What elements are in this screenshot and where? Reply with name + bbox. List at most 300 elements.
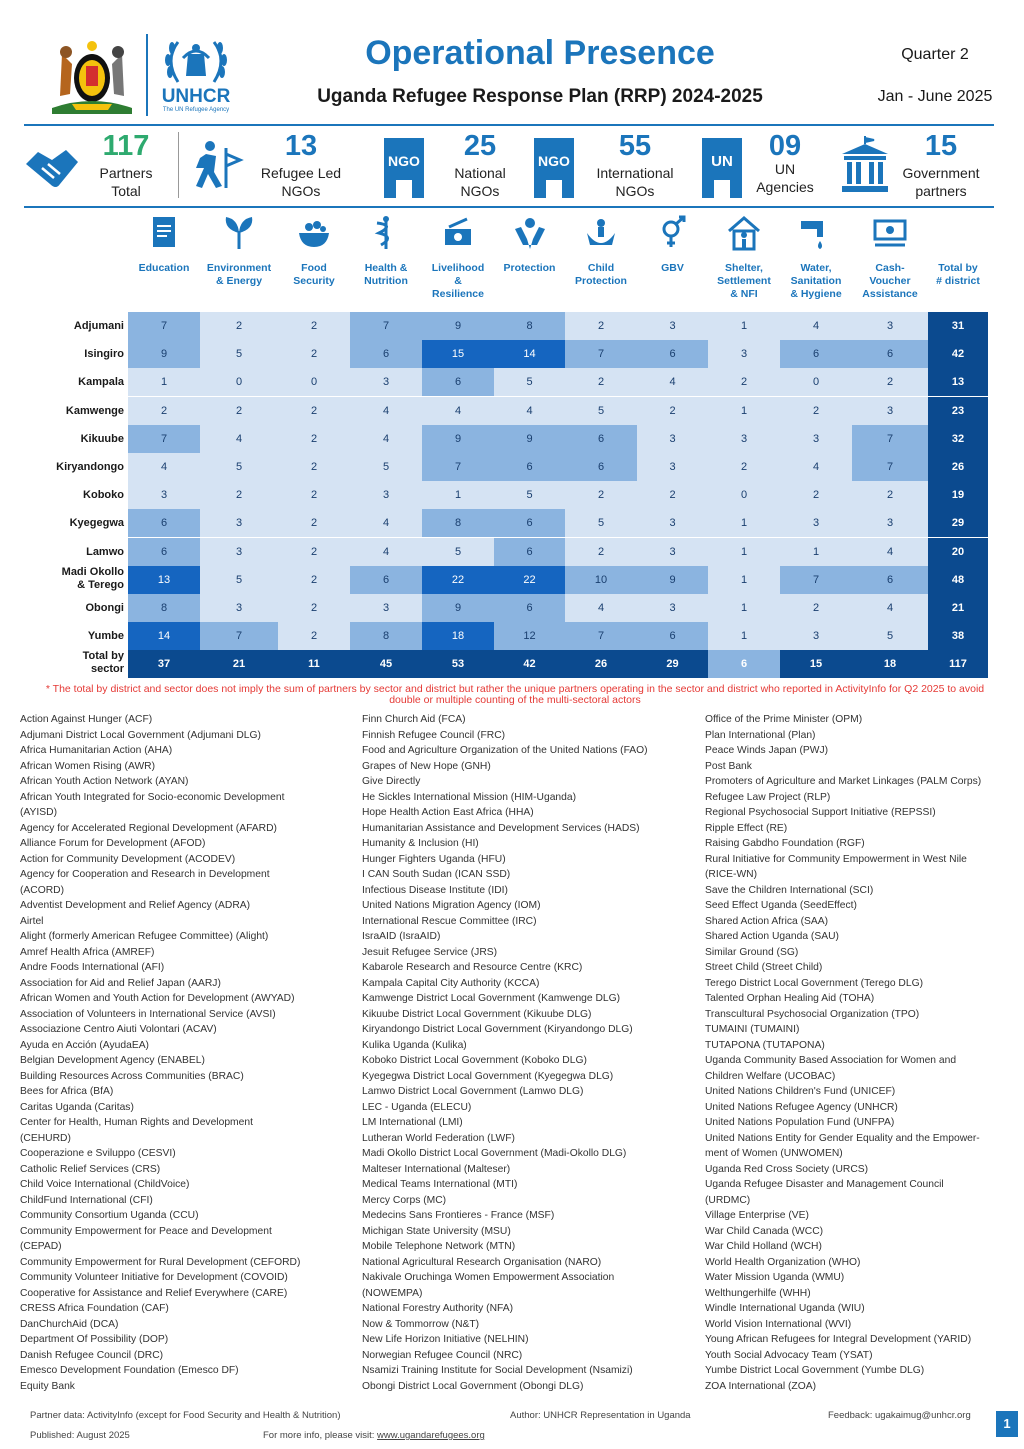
- stat-label: NGOs: [281, 183, 321, 199]
- table-cell: 7: [852, 453, 928, 481]
- partner-list-item: War Child Canada (WCC): [705, 1225, 824, 1237]
- partner-list-item: Young African Refugees for Integral Development (YARID): [705, 1334, 972, 1345]
- table-cell: 10: [565, 566, 637, 594]
- partner-list-item: Catholic Relief Services (CRS): [20, 1163, 161, 1175]
- sector-label: [200, 262, 278, 288]
- table-cell: 2: [278, 312, 350, 340]
- table-cell: 4: [780, 453, 852, 481]
- partner-list-column-1: [20, 712, 355, 1394]
- table-cell: 2: [565, 538, 637, 566]
- district-name-line: sector: [90, 663, 124, 676]
- partner-list-item: Uganda Refugee Disaster and Management Council: [705, 1179, 944, 1190]
- table-cell: 6: [565, 425, 637, 453]
- table-cell: 2: [278, 453, 350, 481]
- table-cell: 2: [278, 340, 350, 368]
- partner-list-item: Kyegegwa District Local Government (Kyegegwa DLG): [362, 1070, 614, 1082]
- partner-list-item: Village Enterprise (VE): [705, 1210, 809, 1221]
- table-cell: 2: [200, 397, 278, 425]
- partner-list-item: LEC - Uganda (ELECU): [362, 1101, 472, 1113]
- table-cell: 6: [565, 453, 637, 481]
- partner-list-item: Building Resources Across Communities (BRAC): [20, 1070, 244, 1082]
- partner-list-item: Koboko District Local Government (Koboko DLG): [362, 1055, 587, 1066]
- partner-list-item: Cooperative for Assistance and Relief Everywhere (CARE): [20, 1287, 288, 1299]
- partner-list-item: Windle International Uganda (WIU): [705, 1303, 865, 1314]
- partner-list-item: Shared Action Africa (SAA): [705, 915, 829, 927]
- partner-list-item: Association of Volunteers in International Service (AVSI): [20, 1008, 276, 1020]
- partner-list-item: Hunger Fighters Uganda (HFU): [362, 853, 506, 865]
- table-cell: 4: [128, 453, 200, 481]
- partner-list-item: Department Of Possibility (DOP): [20, 1334, 169, 1345]
- partner-list-item: Community Consortium Uganda (CCU): [20, 1210, 199, 1221]
- table-cell: 21: [200, 650, 278, 678]
- refugee-walking-icon: [186, 138, 246, 198]
- partner-list-item: Ayuda en Acción (AyudaEA): [20, 1039, 149, 1051]
- table-cell: 3: [637, 312, 708, 340]
- partner-list-item: TUTAPONA (TUTAPONA): [705, 1039, 825, 1051]
- sector-header-9: [780, 210, 852, 310]
- table-cell: 1: [708, 538, 780, 566]
- table-cell: 2: [637, 481, 708, 509]
- sector-label-line: Education: [138, 262, 190, 274]
- table-cell: 15: [780, 650, 852, 678]
- table-cell: 2: [278, 509, 350, 537]
- table-cell: 2: [128, 397, 200, 425]
- table-cell: 1: [708, 397, 780, 425]
- sector-label-line: Shelter,: [725, 262, 763, 274]
- table-cell: 3: [350, 594, 422, 622]
- table-cell: 5: [565, 397, 637, 425]
- ngo-building-icon: [530, 138, 578, 198]
- partner-list-item: Humanitarian Assistance and Development Services (HADS): [362, 822, 640, 834]
- table-cell: 2: [200, 312, 278, 340]
- table-cell: 18: [852, 650, 928, 678]
- sector-label-line: Cash-: [875, 262, 905, 274]
- footer-more-info-label: For more info, please visit:: [263, 1430, 375, 1441]
- partner-list-item: Street Child (Street Child): [705, 962, 823, 973]
- partner-list-item: Community Empowerment for Rural Development (CEFORD): [20, 1256, 301, 1268]
- footer-published: Published: August 2025: [30, 1430, 130, 1441]
- partner-list-item: Water Mission Uganda (WMU): [705, 1272, 845, 1283]
- table-cell: 7: [350, 312, 422, 340]
- partner-list-item: TUMAINI (TUMAINI): [705, 1024, 800, 1035]
- table-footnote: * The total by district and sector does not imply the sum of partners by sector and district but rather the unique partners operating in the sector and district who reported in ActivityInfo for Q2 2025 to avoid double or multiple counting of the multi-sectoral actors: [45, 683, 985, 706]
- partner-list-item: Associazione Centro Aiuti Volontari (ACAV): [20, 1024, 217, 1035]
- sector-label-line: Health &: [364, 262, 408, 274]
- table-cell: 9: [637, 566, 708, 594]
- table-cell: 8: [128, 594, 200, 622]
- table-cell: 15: [422, 340, 494, 368]
- partner-list-item: Child Voice International (ChildVoice): [20, 1179, 190, 1190]
- table-cell: 4: [350, 425, 422, 453]
- table-cell: 22: [494, 566, 565, 594]
- table-cell: 0: [708, 481, 780, 509]
- partner-list-item: I CAN South Sudan (ICAN SSD): [362, 869, 511, 880]
- partner-list-item: African Women Rising (AWR): [20, 760, 156, 772]
- sector-label-line: GBV: [661, 262, 684, 274]
- partner-list-item: Regional Psychosocial Support Initiative (REPSSI): [705, 807, 936, 818]
- partner-list-item: Yumbe District Local Government (Yumbe DLG): [705, 1365, 925, 1376]
- sector-label: [928, 262, 988, 288]
- sector-label-line: & Hygiene: [790, 288, 842, 300]
- partner-list-item: Youth Social Advocacy Team (YSAT): [705, 1349, 873, 1361]
- partner-list-item: New Life Horizon Initiative (NELHIN): [362, 1334, 529, 1345]
- partner-list-item: Promoters of Agriculture and Market Linkages (PALM Corps): [705, 776, 982, 787]
- partner-list-item: Kulika Uganda (Kulika): [362, 1039, 467, 1051]
- table-cell: 3: [852, 397, 928, 425]
- district-name-line: & Terego: [77, 578, 124, 591]
- table-cell: 26: [565, 650, 637, 678]
- partner-list-item: Raising Gabdho Foundation (RGF): [705, 838, 865, 849]
- table-cell: 6: [637, 340, 708, 368]
- district-name-line: Yumbe: [87, 630, 124, 643]
- child-protection-icon: [584, 210, 618, 256]
- partner-list-item: Children Welfare (UCOBAC): [705, 1070, 836, 1082]
- partner-list-item: Community Empowerment for Peace and Development: [20, 1225, 272, 1237]
- table-cell: 2: [708, 453, 780, 481]
- table-cell: 3: [637, 425, 708, 453]
- partner-list-item: Nsamizi Training Institute for Social Development (Nsamizi): [362, 1365, 633, 1376]
- partner-list-item: Agency for Cooperation and Research in Development: [20, 869, 270, 880]
- table-cell: 3: [780, 425, 852, 453]
- partner-list-item: Similar Ground (SG): [705, 946, 799, 958]
- partner-list-item: Kampala Capital City Authority (KCCA): [362, 977, 540, 989]
- table-cell: 6: [494, 453, 565, 481]
- sector-label-line: Environment: [206, 262, 272, 274]
- partner-list-item: Save the Children International (SCI): [705, 884, 874, 896]
- table-cell: 4: [852, 538, 928, 566]
- stat-label: National: [454, 165, 506, 181]
- partner-list-item: Equity Bank: [20, 1380, 75, 1392]
- sector-label: [852, 262, 928, 301]
- sector-label-line: Nutrition: [364, 275, 408, 287]
- table-cell: 1: [708, 566, 780, 594]
- partner-list-item: Agency for Accelerated Regional Development (AFARD): [20, 822, 277, 834]
- table-cell: 4: [637, 368, 708, 396]
- partner-list-item: Rural Initiative for Community Empowerment in West Nile: [705, 853, 967, 865]
- partner-list-item: ChildFund International (CFI): [20, 1194, 153, 1206]
- table-cell: 5: [494, 368, 565, 396]
- unhcr-logo-text: UNHCR: [161, 86, 231, 107]
- district-name: [4, 461, 124, 474]
- stat-label: International: [596, 165, 674, 181]
- table-cell: 14: [128, 622, 200, 650]
- table-cell: 12: [494, 622, 565, 650]
- partner-list-item: Emesco Development Foundation (Emesco DF): [20, 1365, 239, 1376]
- quarter-label: Quarter 2: [901, 46, 969, 63]
- table-cell: 3: [637, 509, 708, 537]
- table-cell: 7: [422, 453, 494, 481]
- table-row: [84, 340, 988, 368]
- sector-header-4: [422, 210, 494, 310]
- partner-list-column-3: [705, 712, 1017, 1394]
- district-total-cell: 117: [928, 650, 988, 678]
- partner-list-item: Norwegian Refugee Council (NRC): [362, 1349, 523, 1361]
- sector-label: [637, 262, 708, 275]
- table-cell: 6: [494, 594, 565, 622]
- partner-list-item: African Women and Youth Action for Development (AWYAD): [20, 993, 295, 1004]
- sector-label-line: & Energy: [215, 275, 263, 287]
- sector-header-11: [928, 210, 988, 310]
- partner-list-item: ZOA International (ZOA): [705, 1380, 817, 1392]
- sector-label: [494, 262, 565, 275]
- sector-label-line: Security: [293, 275, 335, 287]
- partner-list-item: Medical Teams International (MTI): [362, 1179, 518, 1190]
- partner-list-item: Airtel: [20, 915, 44, 927]
- stat-partners-total: [22, 130, 172, 202]
- partner-list-item: Mercy Corps (MC): [362, 1194, 447, 1206]
- sector-label-line: Livelihood: [431, 262, 485, 274]
- table-cell: 7: [852, 425, 928, 453]
- sector-label-line: Sanitation: [790, 275, 842, 287]
- district-total-cell: 42: [928, 340, 988, 368]
- shelter-icon: [727, 210, 761, 256]
- partner-list-item: Peace Winds Japan (PWJ): [705, 745, 829, 756]
- table-cell: 2: [278, 481, 350, 509]
- district-total-cell: 48: [928, 566, 988, 594]
- partner-list-item: Community Volunteer Initiative for Development (COVOID): [20, 1272, 288, 1283]
- table-cell: 2: [565, 481, 637, 509]
- partner-list-item: Action Against Hunger (ACF): [20, 714, 153, 725]
- partner-list-item: Post Bank: [705, 760, 752, 772]
- district-total-cell: 31: [928, 312, 988, 340]
- table-cell: 6: [780, 340, 852, 368]
- table-cell: 8: [494, 312, 565, 340]
- table-cell: 18: [422, 622, 494, 650]
- table-cell: 5: [494, 481, 565, 509]
- table-cell: 3: [708, 340, 780, 368]
- partner-list-item: Uganda Community Based Association for Women and: [705, 1055, 957, 1066]
- partner-list-item: World Health Organization (WHO): [705, 1256, 861, 1268]
- partner-list-item: United Nations Migration Agency (IOM): [362, 900, 541, 911]
- table-cell: 0: [278, 368, 350, 396]
- table-cell: 6: [637, 622, 708, 650]
- partner-list-item: DanChurchAid (DCA): [20, 1318, 119, 1330]
- partner-list-item: Nakivale Oruchinga Women Empowerment Association: [362, 1272, 615, 1283]
- stat-value: 09: [768, 130, 802, 162]
- table-cell: 3: [637, 594, 708, 622]
- partner-list-item: Belgian Development Agency (ENABEL): [20, 1055, 205, 1066]
- district-total-cell: 20: [928, 538, 988, 566]
- partner-list-item: International Rescue Committee (IRC): [362, 915, 537, 927]
- table-cell: 1: [128, 368, 200, 396]
- table-cell: 29: [637, 650, 708, 678]
- table-cell: 2: [278, 397, 350, 425]
- partner-list-item: Medecins Sans Frontieres - France (MSF): [362, 1210, 555, 1221]
- table-cell: 6: [128, 509, 200, 537]
- table-cell: 2: [565, 312, 637, 340]
- partner-list-item: African Youth Action Network (AYAN): [20, 776, 189, 787]
- district-name: [4, 650, 124, 676]
- stat-refugee-led: [186, 130, 356, 202]
- partner-list-item: United Nations Children's Fund (UNICEF): [705, 1086, 896, 1097]
- district-name-line: Adjumani: [73, 320, 124, 332]
- district-total-cell: 21: [928, 594, 988, 622]
- table-cell: 5: [200, 566, 278, 594]
- partner-list-item: Terego District Local Government (Terego DLG): [705, 977, 924, 989]
- table-cell: 2: [708, 368, 780, 396]
- partner-list-item: Jesuit Refugee Service (JRS): [362, 946, 498, 958]
- table-cell: 1: [708, 622, 780, 650]
- table-cell: 2: [200, 481, 278, 509]
- stat-un-agencies: [698, 130, 828, 202]
- partner-list-item: Lutheran World Federation (LWF): [362, 1132, 515, 1144]
- partner-list-item: United Nations Entity for Gender Equality and the Empower-: [705, 1132, 980, 1144]
- table-cell: 4: [350, 397, 422, 425]
- partner-list-item: Transcultural Psychosocial Organization (TPO): [705, 1008, 920, 1020]
- stat-label: Partners: [99, 165, 153, 181]
- sector-label-line: Child: [587, 262, 615, 274]
- table-cell: 13: [128, 566, 200, 594]
- table-cell: 2: [637, 397, 708, 425]
- sector-label: [422, 262, 494, 301]
- table-cell: 8: [350, 622, 422, 650]
- sector-label-line: # district: [936, 275, 980, 287]
- table-cell: 42: [494, 650, 565, 678]
- table-total-row: [82, 650, 988, 678]
- wash-icon: [799, 210, 833, 256]
- district-name-line: Koboko: [83, 489, 124, 502]
- partner-list-item: Uganda Red Cross Society (URCS): [705, 1163, 869, 1175]
- partner-list-item: Talented Orphan Healing Aid (TOHA): [705, 993, 875, 1004]
- table-cell: 9: [128, 340, 200, 368]
- partner-list-item: Michigan State University (MSU): [362, 1225, 511, 1237]
- partner-list-item: Adventist Development and Relief Agency (ADRA): [20, 900, 251, 911]
- stat-divider: [178, 132, 179, 198]
- period-label: Jan - June 2025: [877, 88, 993, 105]
- stat-label: Refugee Led: [260, 165, 342, 181]
- partner-list-item: Madi Okollo District Local Government (Madi-Okollo DLG): [362, 1148, 627, 1159]
- table-cell: 2: [780, 594, 852, 622]
- partner-list-item: Andre Foods International (AFI): [20, 962, 165, 973]
- sector-header-10: [852, 210, 928, 310]
- table-cell: 3: [350, 481, 422, 509]
- sector-header-7: [637, 210, 708, 310]
- partner-list-item: Malteser International (Malteser): [362, 1163, 511, 1175]
- table-row: [78, 368, 988, 396]
- sector-label-line: Total by: [938, 262, 978, 274]
- partner-list-item: Bees for Africa (BfA): [20, 1086, 114, 1097]
- table-cell: 2: [278, 622, 350, 650]
- sector-label-line: Protection: [503, 262, 556, 274]
- table-row: [61, 565, 988, 594]
- stat-label: UN: [774, 161, 796, 177]
- table-cell: 1: [422, 481, 494, 509]
- stat-value: 13: [284, 130, 318, 162]
- table-cell: 11: [278, 650, 350, 678]
- livelihood-icon: [441, 210, 475, 256]
- district-name: [4, 566, 124, 592]
- gbv-icon: [656, 210, 690, 256]
- district-name: [4, 489, 124, 502]
- page-number: 1: [996, 1411, 1018, 1437]
- stat-label: NGOs: [460, 183, 500, 199]
- district-name: [4, 405, 124, 418]
- district-total-cell: 26: [928, 453, 988, 481]
- table-cell: 1: [708, 312, 780, 340]
- table-cell: 3: [708, 425, 780, 453]
- table-cell: 3: [852, 312, 928, 340]
- table-cell: 2: [278, 425, 350, 453]
- partner-list-item: Alight (formerly American Refugee Committee) (Alight): [20, 931, 269, 942]
- unhcr-logo-subtext: The UN Refugee Agency: [162, 107, 230, 113]
- table-cell: 0: [780, 368, 852, 396]
- table-cell: 4: [780, 312, 852, 340]
- table-cell: 53: [422, 650, 494, 678]
- partner-list-item: Africa Humanitarian Action (AHA): [20, 745, 173, 756]
- stat-label: Government: [902, 165, 980, 181]
- table-cell: 37: [128, 650, 200, 678]
- table-cell: 5: [422, 538, 494, 566]
- sector-label: [780, 262, 852, 301]
- stat-national-ngos: [380, 130, 530, 202]
- table-cell: 6: [350, 340, 422, 368]
- partner-list-item: Refugee Law Project (RLP): [705, 791, 831, 803]
- partner-list-item: Center for Health, Human Rights and Development: [20, 1117, 253, 1128]
- district-total-cell: 29: [928, 509, 988, 537]
- district-name: [4, 517, 124, 530]
- partner-list-item: Ripple Effect (RE): [705, 822, 788, 834]
- partner-list-item: Caritas Uganda (Caritas): [20, 1101, 134, 1113]
- partner-list-item: United Nations Population Fund (UNFPA): [705, 1117, 895, 1128]
- partner-list-item: He Sickles International Mission (HIM-Uganda): [362, 791, 577, 803]
- table-cell: 6: [422, 368, 494, 396]
- table-cell: 14: [494, 340, 565, 368]
- partner-list-item: Food and Agriculture Organization of the United Nations (FAO): [362, 745, 648, 756]
- partner-list-item: War Child Holland (WCH): [705, 1241, 822, 1252]
- table-cell: 3: [637, 538, 708, 566]
- partner-list-item: LM International (LMI): [362, 1117, 463, 1128]
- sector-header-2: [278, 210, 350, 310]
- stat-label: Total: [111, 183, 141, 199]
- sector-header-1: [200, 210, 278, 310]
- sector-label: [708, 262, 780, 301]
- district-name: [4, 320, 124, 333]
- partner-list-item: Shared Action Uganda (SAU): [705, 931, 839, 942]
- un-building-icon: [698, 138, 746, 198]
- district-name-line: Kiryandongo: [56, 461, 124, 473]
- footer-website-link[interactable]: www.ugandarefugees.org: [377, 1430, 485, 1441]
- table-cell: 8: [422, 509, 494, 537]
- sector-label: [128, 262, 200, 275]
- protection-icon: [513, 210, 547, 256]
- table-cell: 2: [278, 538, 350, 566]
- table-cell: 4: [350, 509, 422, 537]
- partner-list-item: Association for Aid and Relief Japan (AARJ): [20, 977, 221, 989]
- table-cell: 4: [852, 594, 928, 622]
- table-cell: 9: [494, 425, 565, 453]
- district-name: [4, 433, 124, 446]
- handshake-icon: [22, 138, 82, 198]
- partner-list-item: Kamwenge District Local Government (Kamwenge DLG): [362, 993, 621, 1004]
- table-cell: 6: [350, 566, 422, 594]
- district-name-line: Kamwenge: [65, 404, 124, 417]
- partner-list-item: Adjumani District Local Government (Adjumani DLG): [20, 729, 261, 741]
- page-subtitle: Uganda Refugee Response Plan (RRP) 2024-2025: [317, 86, 763, 107]
- sector-header-3: [350, 210, 422, 310]
- table-cell: 6: [852, 340, 928, 368]
- partner-list-item: Grapes of New Hope (GNH): [362, 760, 491, 772]
- table-row: [87, 622, 988, 650]
- table-row: [56, 453, 988, 481]
- district-name: [4, 376, 124, 389]
- partner-list-item: Humanity & Inclusion (HI): [362, 838, 479, 849]
- district-name-line: Total by: [82, 650, 124, 663]
- sector-label-line: Resilience: [432, 288, 484, 300]
- table-row: [69, 509, 988, 537]
- government-building-icon: [840, 136, 890, 194]
- partner-list-item: ment of Women (UNWOMEN): [705, 1148, 843, 1159]
- partner-list-item: (RICE-WN): [705, 869, 758, 880]
